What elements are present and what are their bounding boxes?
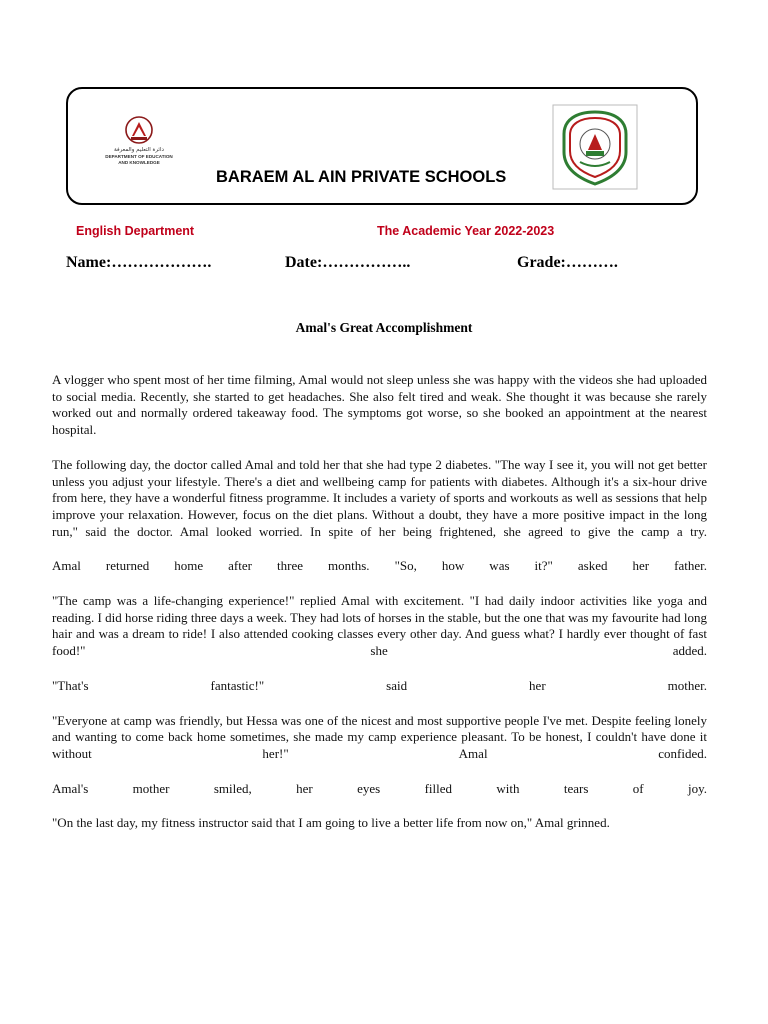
academic-year-label: The Academic Year 2022-2023 bbox=[377, 224, 555, 238]
department-label: English Department bbox=[76, 224, 195, 238]
story-paragraph: Amal's mother smiled, her eyes filled with tears of joy. bbox=[52, 780, 707, 796]
school-name: BARAEM AL AIN PRIVATE SCHOOLS bbox=[216, 168, 507, 186]
grade-field: Grade:………. bbox=[517, 254, 618, 271]
story-paragraph: "That's fantastic!" said her mother. bbox=[52, 677, 707, 693]
story-paragraph: The following day, the doctor called Amal and told her that she had type 2 diabetes. "The way I see it, you will not get better unless you adjust your lifestyle. There's a diet and wellbeing camp for patients with diabetes. Although it's a six-hour drive from here, they have a wonderful fitness programme. It includes a variety of sports and workouts as well as sessions that help improve your relaxation. However, focus on the diet plans. Without a doubt, they have a more positive impact in the long run," said the doctor. Amal looked worried. In spite of her being frightened, she agreed to give the camp a try. bbox=[52, 456, 707, 539]
story-body bbox=[52, 372, 707, 850]
department-of-education-logo bbox=[96, 116, 182, 172]
name-field: Name:………………. bbox=[66, 254, 212, 271]
date-field: Date:…………….. bbox=[285, 254, 411, 271]
doe-arabic-text: دائرة التعليم والمعرفة bbox=[114, 147, 164, 153]
story-paragraph: Amal returned home after three months. "So, how was it?" asked her father. bbox=[52, 558, 707, 574]
story-paragraph: "On the last day, my fitness instructor said that I am going to live a better life from now on," Amal grinned. bbox=[52, 815, 610, 831]
doe-english-line1: DEPARTMENT OF EDUCATION bbox=[105, 154, 173, 159]
story-paragraph: "Everyone at camp was friendly, but Hessa was one of the nicest and most supportive people I've met. Despite feeling lonely and wanting to come back home sometimes, she made my camp experience pleasant. To be honest, I couldn't have done it without her!" Amal confided. bbox=[52, 712, 707, 761]
school-crest-icon bbox=[552, 104, 638, 190]
story-title: Amal's Great Accomplishment bbox=[295, 320, 473, 335]
doe-english-line2: AND KNOWLEDGE bbox=[118, 159, 160, 165]
story-paragraph: "The camp was a life-changing experience!" replied Amal with excitement. "I had daily indoor activities like yoga and reading. I did horse riding three days a week. They had lots of horses in the stable, but the one that was my favourite had long hair and was a dream to ride! I also attended cooking classes every other day. And guess what? I hardly ever thought of fast food!" she added. bbox=[52, 593, 707, 659]
falcon-emblem-icon bbox=[122, 116, 156, 146]
story-paragraph: A vlogger who spent most of her time filming, Amal would not sleep unless she was happy with the videos she had uploaded to social media. Recently, she started to get headaches. She also felt tired and weak. She thought it was because she rarely worked out and normally ordered takeaway food. The symptoms got worse, so she booked an appointment at the nearest hospital. bbox=[52, 372, 707, 438]
